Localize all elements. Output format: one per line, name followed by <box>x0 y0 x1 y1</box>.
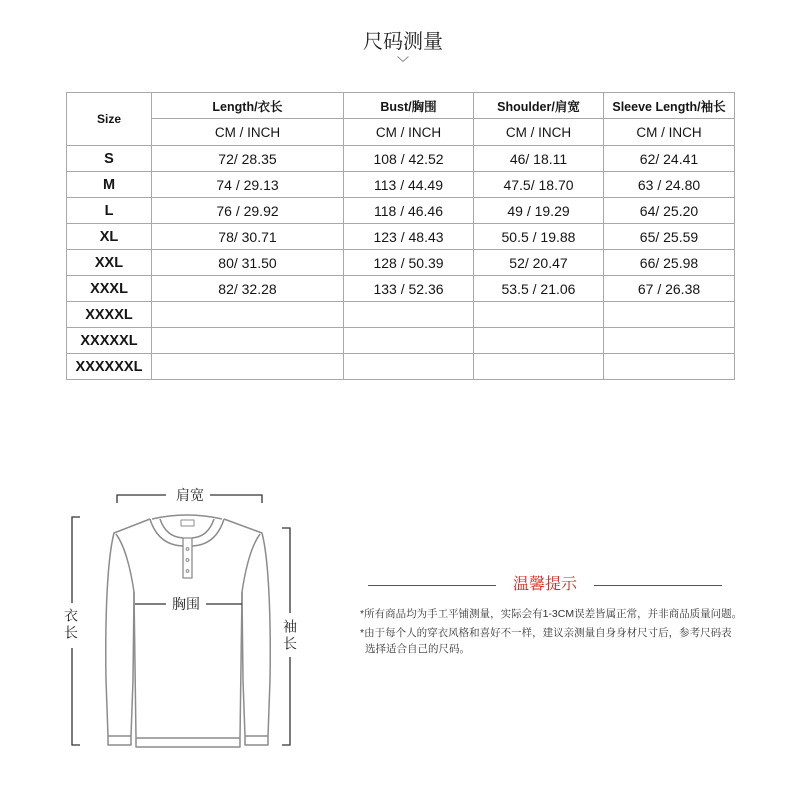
tips-heading: 温馨提示 <box>512 576 577 593</box>
length-label: 衣长 <box>63 608 79 642</box>
shirt-left-sleeve <box>106 519 150 745</box>
shirt-button <box>186 548 189 551</box>
unit-row <box>67 119 735 146</box>
tip-line: *由于每个人的穿衣风格和喜好不一样，建议亲测量自身身材尺寸后，参考尺码表 <box>360 627 732 639</box>
cell-length: 74 / 29.13 <box>152 172 344 198</box>
cell-sleeve-length: 63 / 24.80 <box>604 172 735 198</box>
shoulder-label: 肩宽 <box>176 487 204 503</box>
chevron-down-icon <box>397 56 409 63</box>
cell-bust: 113 / 44.49 <box>344 172 474 198</box>
cell-sleeve-length: 62/ 24.41 <box>604 146 735 172</box>
column-header-size: Size <box>67 93 152 146</box>
table-row <box>67 198 735 224</box>
tip-line: *所有商品均为手工平铺测量，实际会有1-3CM误差皆属正常，并非商品质量问题。 <box>360 608 743 620</box>
cell-shoulder: 52/ 20.47 <box>474 250 604 276</box>
shirt-armhole-seam <box>242 534 260 592</box>
cell-bust: 118 / 46.46 <box>344 198 474 224</box>
cell-shoulder: 47.5/ 18.70 <box>474 172 604 198</box>
cell-shoulder: 46/ 18.11 <box>474 146 604 172</box>
cell-shoulder <box>474 328 604 354</box>
table-row <box>67 354 735 380</box>
cell-length <box>152 354 344 380</box>
size-label: XXXXXXL <box>67 354 152 380</box>
table-row <box>67 224 735 250</box>
tips-divider-right <box>594 585 722 586</box>
shirt-diagram <box>50 470 310 760</box>
cell-bust <box>344 302 474 328</box>
size-chart-table <box>66 92 735 380</box>
table-row <box>67 302 735 328</box>
cell-length: 82/ 32.28 <box>152 276 344 302</box>
shirt-right-sleeve <box>224 519 270 745</box>
cell-sleeve-length <box>604 328 735 354</box>
size-label: XXXL <box>67 276 152 302</box>
cell-bust: 123 / 48.43 <box>344 224 474 250</box>
unit-label: CM / INCH <box>152 119 344 146</box>
cell-sleeve-length: 64/ 25.20 <box>604 198 735 224</box>
cell-bust <box>344 328 474 354</box>
cell-sleeve-length <box>604 302 735 328</box>
cell-sleeve-length: 67 / 26.38 <box>604 276 735 302</box>
shirt-collar-label <box>181 520 194 526</box>
chest-label: 胸围 <box>172 596 200 612</box>
size-label: S <box>67 146 152 172</box>
size-label: XL <box>67 224 152 250</box>
shirt-collar-inner <box>160 519 214 538</box>
cell-length: 78/ 30.71 <box>152 224 344 250</box>
shirt-button <box>186 559 189 562</box>
unit-label: CM / INCH <box>344 119 474 146</box>
cell-bust: 128 / 50.39 <box>344 250 474 276</box>
shirt-back-neck <box>152 515 222 519</box>
table-row <box>67 276 735 302</box>
cell-length <box>152 302 344 328</box>
column-header-sleeve-length: Sleeve Length/袖长 <box>604 93 735 119</box>
cell-shoulder <box>474 302 604 328</box>
cell-shoulder: 53.5 / 21.06 <box>474 276 604 302</box>
header-row <box>67 93 735 119</box>
cell-shoulder: 49 / 19.29 <box>474 198 604 224</box>
cell-bust <box>344 354 474 380</box>
sleeve-label: 袖长 <box>282 619 298 653</box>
table-row <box>67 146 735 172</box>
cell-bust: 133 / 52.36 <box>344 276 474 302</box>
page-title: 尺码测量 <box>363 31 443 53</box>
size-label: XXL <box>67 250 152 276</box>
shirt-body <box>134 592 242 747</box>
cell-sleeve-length: 66/ 25.98 <box>604 250 735 276</box>
cell-shoulder: 50.5 / 19.88 <box>474 224 604 250</box>
cell-bust: 108 / 42.52 <box>344 146 474 172</box>
size-label: L <box>67 198 152 224</box>
unit-label: CM / INCH <box>474 119 604 146</box>
cell-length <box>152 328 344 354</box>
cell-length: 80/ 31.50 <box>152 250 344 276</box>
tip-line: 选择适合自己的尺码。 <box>365 643 470 655</box>
shirt-armhole-seam <box>116 534 134 592</box>
unit-label: CM / INCH <box>604 119 735 146</box>
cell-length: 76 / 29.92 <box>152 198 344 224</box>
shirt-icon <box>106 515 270 747</box>
size-label: M <box>67 172 152 198</box>
column-header-bust: Bust/胸围 <box>344 93 474 119</box>
size-label: XXXXXL <box>67 328 152 354</box>
cell-length: 72/ 28.35 <box>152 146 344 172</box>
cell-shoulder <box>474 354 604 380</box>
table-row <box>67 250 735 276</box>
column-header-length: Length/衣长 <box>152 93 344 119</box>
shirt-button <box>186 570 189 573</box>
cell-sleeve-length <box>604 354 735 380</box>
table-row <box>67 328 735 354</box>
column-header-shoulder: Shoulder/肩宽 <box>474 93 604 119</box>
size-label: XXXXL <box>67 302 152 328</box>
tips-divider-left <box>368 585 496 586</box>
cell-sleeve-length: 65/ 25.59 <box>604 224 735 250</box>
table-row <box>67 172 735 198</box>
